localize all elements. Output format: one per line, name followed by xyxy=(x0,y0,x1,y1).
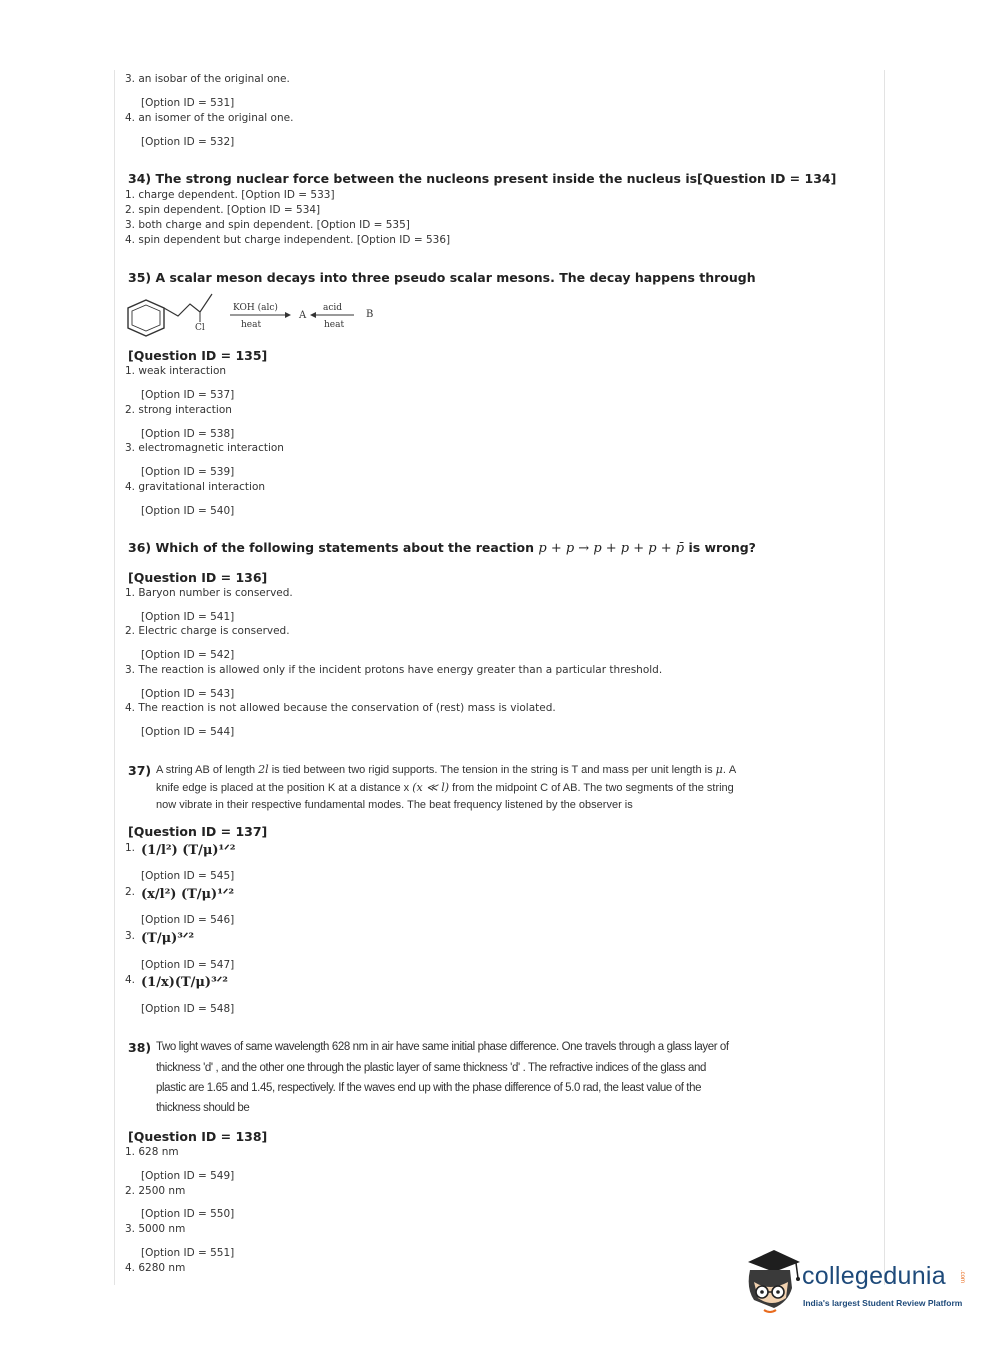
q38-option-1: 1. 628 nm xyxy=(125,1146,179,1158)
q38-option-2: 2. 2500 nm xyxy=(125,1185,186,1197)
reagent-top-label: KOH (alc) xyxy=(233,303,278,313)
q35-option-3: 3. electromagnetic interaction xyxy=(125,442,284,454)
q38-text-line-1: Two light waves of same wavelength 628 nm in air have same initial phase difference. One travels through a glass layer of xyxy=(156,1041,729,1053)
q33-option-3: 3. an isobar of the original one. xyxy=(125,73,290,85)
side-chain-bonds xyxy=(164,294,212,316)
q38-number: 38) xyxy=(128,1040,152,1055)
q37-option-4-number: 4. xyxy=(125,974,136,986)
q37-length-symbol: 2l xyxy=(258,763,269,776)
page-left-rule xyxy=(114,70,115,1285)
q36-option-3-id: [Option ID = 543] xyxy=(141,688,235,700)
q37-option-4-id: [Option ID = 548] xyxy=(141,1003,235,1015)
q34-option-1: 1. charge dependent. [Option ID = 533] xyxy=(125,189,335,201)
q38-text-line-2: thickness 'd' , and the other one through the plastic layer of same thickness 'd' . The refractive indices of the glass and xyxy=(156,1062,707,1074)
q37-text-line-3: now vibrate in their respective fundamental modes. The beat frequency listened by the observer is xyxy=(156,799,633,811)
q37-line1-c: . A xyxy=(722,764,737,776)
q38-text-line-3: plastic are 1.65 and 1.45, respectively. If the waves end up with the phase difference of 5.0 rad, the least value of the xyxy=(156,1082,702,1094)
q35-option-4-id: [Option ID = 540] xyxy=(141,505,235,517)
q35-title: 35) A scalar meson decays into three pseudo scalar mesons. The decay happens through xyxy=(128,270,756,285)
q35-option-1-id: [Option ID = 537] xyxy=(141,389,235,401)
q37-line1-a: A string AB of length xyxy=(156,764,256,776)
q36-title-post: is wrong? xyxy=(688,540,756,555)
q35-option-2: 2. strong interaction xyxy=(125,404,232,416)
acid-bottom-label: heat xyxy=(324,320,345,330)
q38-option-3-id: [Option ID = 551] xyxy=(141,1247,235,1259)
q37-option-3-id: [Option ID = 547] xyxy=(141,959,235,971)
forward-arrow-head xyxy=(285,312,291,318)
q36-title-pre: 36) Which of the following statements about the reaction xyxy=(128,540,534,555)
q37-line1-b: is tied between two rigid supports. The tension in the string is T and mass per unit length is xyxy=(271,764,713,776)
q34-option-4: 4. spin dependent but charge independent. [Option ID = 536] xyxy=(125,234,451,246)
q34-option-2: 2. spin dependent. [Option ID = 534] xyxy=(125,204,321,216)
q37-option-2-number: 2. xyxy=(125,886,136,898)
q37-option-2-formula: (x/l²) (T/μ)¹ᐟ² xyxy=(141,887,235,902)
q37-line2-b: from the midpoint C of AB. The two segments of the string xyxy=(452,782,734,794)
chloro-label: Cl xyxy=(195,323,205,333)
q37-line2-a: knife edge is placed at the position K at a distance x xyxy=(156,782,410,794)
q36-equation: p + p → p + p + p + p̄ xyxy=(538,541,685,556)
q37-condition: (x ≪ l) xyxy=(412,781,450,794)
q38-option-4: 4. 6280 nm xyxy=(125,1262,186,1274)
q37-option-1-number: 1. xyxy=(125,842,136,854)
logo-com-suffix: .com xyxy=(959,1270,965,1284)
logo-wordmark: collegedunia xyxy=(802,1262,946,1290)
q35-option-4: 4. gravitational interaction xyxy=(125,481,266,493)
mascot-icon xyxy=(740,1248,802,1318)
logo-tagline: India's largest Student Review Platform xyxy=(803,1298,963,1308)
q37-option-1-id: [Option ID = 545] xyxy=(141,870,235,882)
q36-option-2-id: [Option ID = 542] xyxy=(141,649,235,661)
q37-mu-symbol: μ xyxy=(715,763,723,776)
reaction-scheme-diagram xyxy=(120,290,390,345)
q33-option-4-id: [Option ID = 532] xyxy=(141,136,235,148)
q35-option-3-id: [Option ID = 539] xyxy=(141,466,235,478)
q37-option-4-formula: (1/x)(T/μ)³ᐟ² xyxy=(141,975,228,990)
q33-option-4: 4. an isomer of the original one. xyxy=(125,112,294,124)
q36-option-1: 1. Baryon number is conserved. xyxy=(125,587,293,599)
q36-option-1-id: [Option ID = 541] xyxy=(141,611,235,623)
page-right-rule xyxy=(884,70,885,1285)
q35-option-1: 1. weak interaction xyxy=(125,365,227,377)
q36-option-2: 2. Electric charge is conserved. xyxy=(125,625,290,637)
q38-option-3: 3. 5000 nm xyxy=(125,1223,186,1235)
q34-title: 34) The strong nuclear force between the nucleons present inside the nucleus is[Question ID = 134] xyxy=(128,171,837,186)
q36-title xyxy=(128,540,756,556)
q37-number: 37) xyxy=(128,763,152,778)
q38-option-1-id: [Option ID = 549] xyxy=(141,1170,235,1182)
acid-top-label: acid xyxy=(323,303,343,313)
q34-option-3: 3. both charge and spin dependent. [Option ID = 535] xyxy=(125,219,410,231)
q35-option-2-id: [Option ID = 538] xyxy=(141,428,235,440)
q38-question-id: [Question ID = 138] xyxy=(128,1129,268,1144)
backward-arrow-head xyxy=(310,312,316,318)
q37-option-1-formula: (1/l²) (T/μ)¹ᐟ² xyxy=(141,843,236,858)
q37-text-line-1 xyxy=(156,763,736,776)
product-a-label: A xyxy=(299,310,307,321)
collegedunia-logo xyxy=(740,1248,970,1318)
q33-option-3-id: [Option ID = 531] xyxy=(141,97,235,109)
benzene-ring-inner xyxy=(132,305,160,331)
product-b-label: B xyxy=(366,309,374,320)
q36-option-3: 3. The reaction is allowed only if the incident protons have energy greater than a particular threshold. xyxy=(125,664,663,676)
q37-option-3-formula: (T/μ)³ᐟ² xyxy=(141,931,195,946)
q35-question-id: [Question ID = 135] xyxy=(128,348,268,363)
q37-option-2-id: [Option ID = 546] xyxy=(141,914,235,926)
q38-option-2-id: [Option ID = 550] xyxy=(141,1208,235,1220)
q36-option-4-id: [Option ID = 544] xyxy=(141,726,235,738)
q37-text-line-2 xyxy=(156,781,734,794)
q37-option-3-number: 3. xyxy=(125,930,136,942)
q38-text-line-4: thickness should be xyxy=(156,1102,250,1114)
q36-option-4: 4. The reaction is not allowed because the conservation of (rest) mass is violated. xyxy=(125,702,556,714)
q37-question-id: [Question ID = 137] xyxy=(128,824,268,839)
reagent-bottom-label: heat xyxy=(241,320,262,330)
q36-question-id: [Question ID = 136] xyxy=(128,570,268,585)
